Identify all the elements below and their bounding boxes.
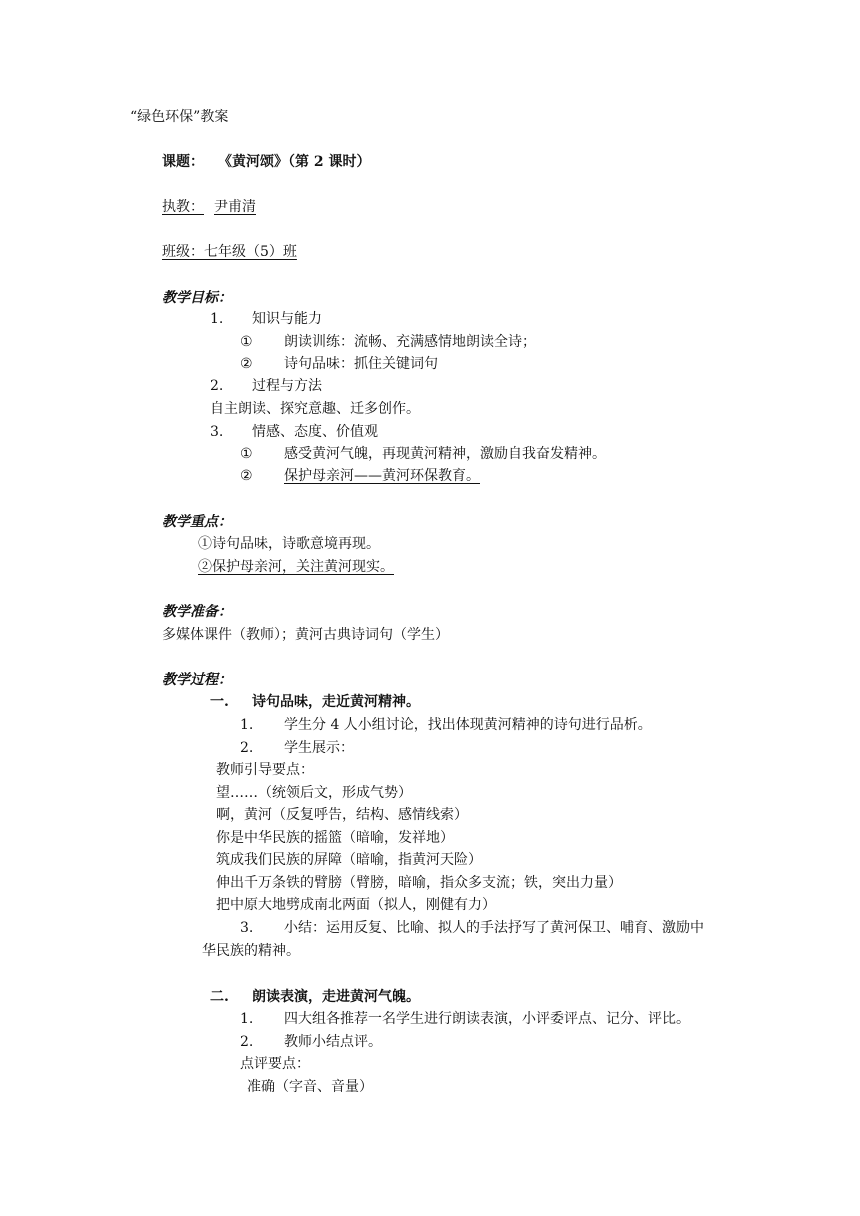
objective-text: 诗句品味：抓住关键词句 xyxy=(284,356,438,372)
process-step xyxy=(240,716,652,734)
objective-text: 感受黄河气魄，再现黄河精神，激励自我奋发精神。 xyxy=(284,446,606,462)
guide-line: 望……（统领后文，形成气势） xyxy=(216,785,412,801)
teacher-value: 尹甫清 xyxy=(214,199,256,215)
objective-text: 自主朗读、探究意趣、迁多创作。 xyxy=(210,401,420,417)
objective-text: 情感、态度、价值观 xyxy=(252,424,378,440)
guide-line: 伸出千万条铁的臂膀（臂膀，暗喻，指众多支流；铁，突出力量） xyxy=(216,875,622,891)
subject-value: 《黄河颂》（第 2 课时） xyxy=(218,154,371,170)
objective-num: ① xyxy=(240,446,253,462)
guide-line: 把中原大地劈成南北两面（拟人，刚健有力） xyxy=(216,897,496,913)
objective-item xyxy=(210,400,420,418)
guide-line: 筑成我们民族的屏障（暗喻，指黄河天险） xyxy=(216,852,482,868)
section-title: 朗读表演，走进黄河气魄。 xyxy=(252,989,420,1005)
step-text: 学生展示： xyxy=(284,740,354,756)
step-num: 1. xyxy=(240,1011,254,1027)
process-step xyxy=(240,1033,382,1051)
objective-item xyxy=(240,355,438,373)
review-item: 准确（字音、音量） xyxy=(247,1079,373,1095)
review-label: 点评要点： xyxy=(240,1056,310,1072)
objective-num: 3. xyxy=(210,424,224,440)
step-num: 2. xyxy=(240,1034,254,1050)
summary-text: 小结：运用反复、比喻、拟人的手法抒写了黄河保卫、哺育、激励中 xyxy=(284,920,704,936)
subject-label: 课题： xyxy=(162,154,204,170)
objective-text: 知识与能力 xyxy=(252,311,322,327)
step-text: 教师小结点评。 xyxy=(284,1034,382,1050)
objectives-heading: 教学目标： xyxy=(162,290,232,306)
process-step xyxy=(240,1010,690,1028)
section-num: 一. xyxy=(210,694,229,710)
subject-line xyxy=(162,153,371,171)
objective-num: ① xyxy=(240,334,253,350)
objective-num: ② xyxy=(240,468,253,484)
preparation-heading: 教学准备： xyxy=(162,604,232,620)
key-points-heading: 教学重点： xyxy=(162,514,232,530)
section-heading xyxy=(210,693,420,711)
step-num: 2. xyxy=(240,740,254,756)
preparation-text: 多媒体课件（教师）；黄河古典诗词句（学生） xyxy=(162,627,449,643)
objective-text: 朗读训练：流畅、充满感情地朗读全诗； xyxy=(284,334,536,350)
objective-item xyxy=(240,467,486,485)
section-heading xyxy=(210,988,420,1006)
objective-num: 2. xyxy=(210,378,224,394)
objective-item xyxy=(210,423,378,441)
process-step xyxy=(240,739,354,757)
teacher-line xyxy=(162,198,256,216)
guide-line: 教师引导要点： xyxy=(216,762,314,778)
summary-continuation: 华民族的精神。 xyxy=(202,943,300,959)
process-heading: 教学过程： xyxy=(162,672,232,688)
objective-num: 1. xyxy=(210,311,224,327)
objective-text: 保护母亲河——黄河环保教育。 xyxy=(284,468,480,484)
section-title: 诗句品味，走近黄河精神。 xyxy=(252,694,420,710)
objective-text: 过程与方法 xyxy=(252,378,322,394)
objective-num: ② xyxy=(240,356,253,372)
section-num: 二. xyxy=(210,989,229,1005)
summary-num: 3. xyxy=(240,920,254,936)
objective-item xyxy=(240,333,536,351)
objective-item xyxy=(210,377,322,395)
teacher-label: 执教： xyxy=(162,199,204,215)
objective-item xyxy=(240,445,606,463)
objective-item xyxy=(210,310,322,328)
step-num: 1. xyxy=(240,717,254,733)
step-text: 学生分 4 人小组讨论，找出体现黄河精神的诗句进行品析。 xyxy=(284,717,652,733)
guide-line: 啊，黄河（反复呼告，结构、感情线索） xyxy=(216,807,468,823)
class-line: 班级：七年级（5）班 xyxy=(162,244,297,260)
step-text: 四大组各推荐一名学生进行朗读表演，小评委评点、记分、评比。 xyxy=(284,1011,690,1027)
guide-line: 你是中华民族的摇篮（暗喻，发祥地） xyxy=(216,830,454,846)
key-point-item: ②保护母亲河，关注黄河现实。 xyxy=(198,559,394,575)
summary-line xyxy=(240,919,704,937)
key-point-item: ①诗句品味，诗歌意境再现。 xyxy=(198,536,380,552)
doc-title: “绿色环保”教案 xyxy=(130,109,229,125)
